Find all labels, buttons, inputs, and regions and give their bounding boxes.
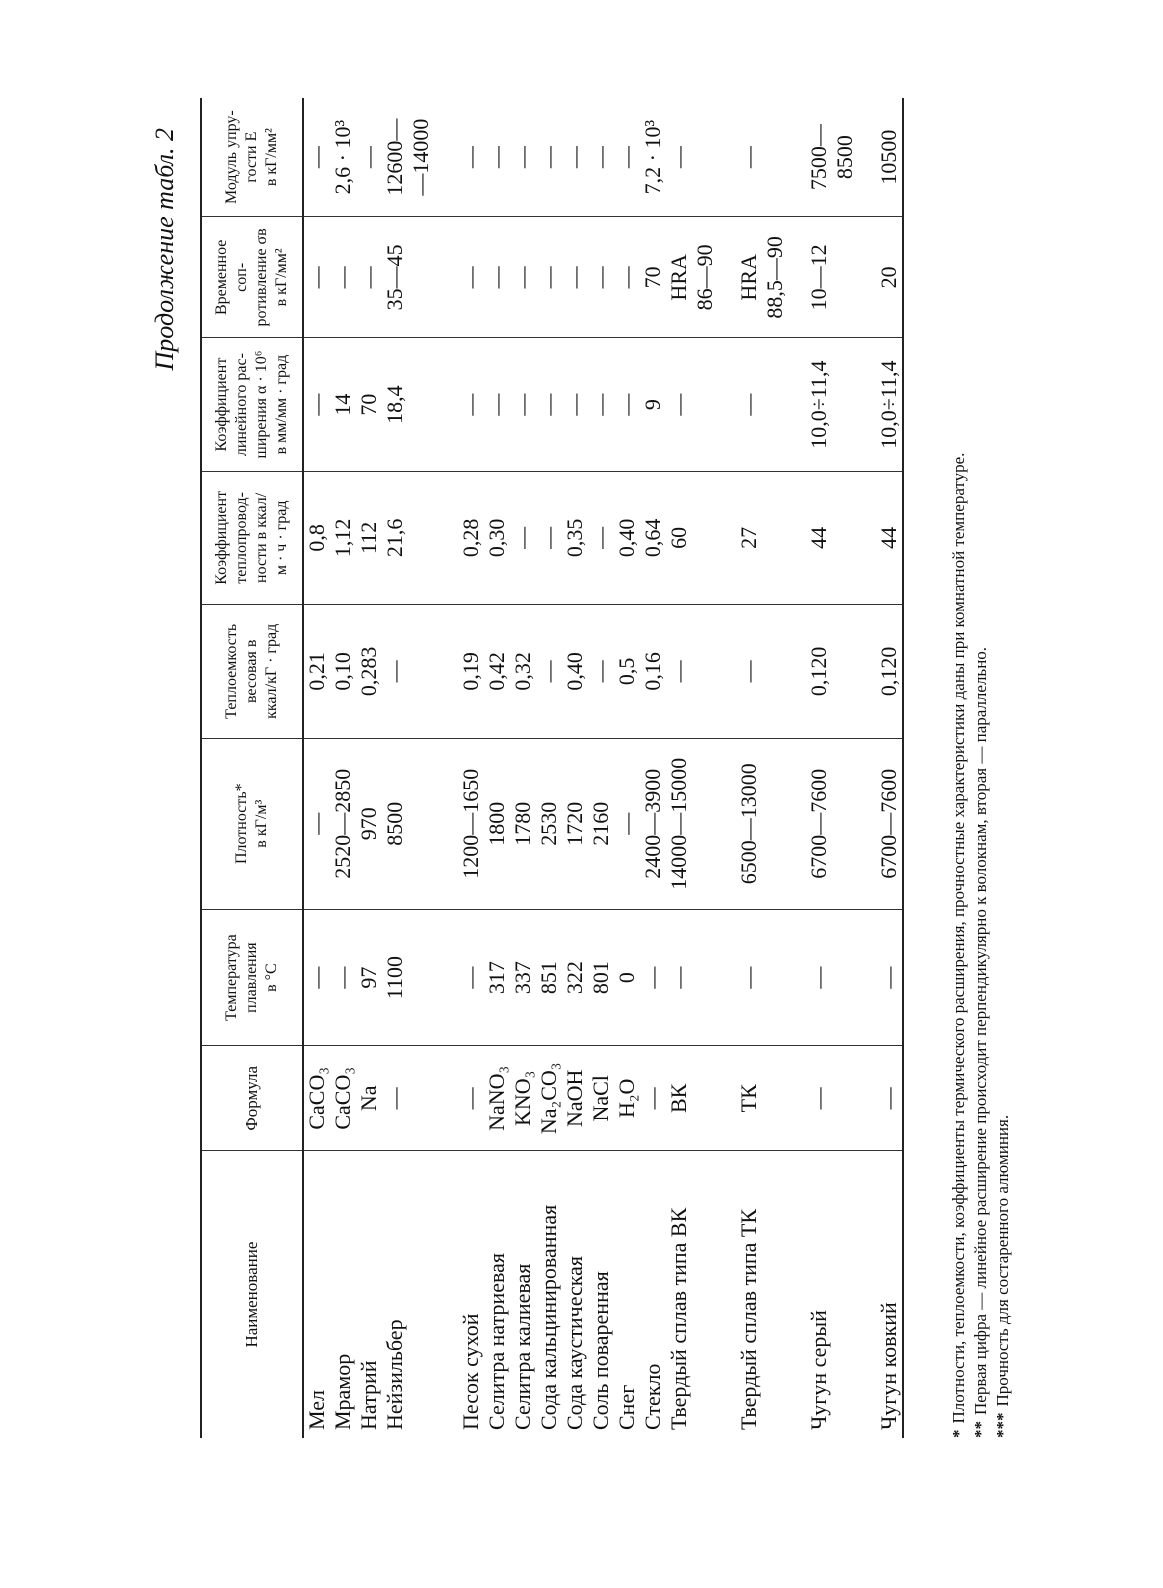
cell-expansion: —: [458, 338, 484, 471]
header-formula: Формула: [201, 1046, 303, 1151]
cell-formula: ТК: [736, 1046, 762, 1151]
cell-melting: 337: [510, 909, 536, 1046]
table-row: [640, 98, 666, 1438]
cell-conductivity: [762, 471, 788, 604]
cell-conductivity: 60: [666, 471, 692, 604]
table-row: [484, 98, 510, 1438]
cell-expansion: [692, 338, 718, 471]
cell-expansion: [408, 338, 434, 471]
cell-expansion: 70: [356, 338, 382, 471]
cell-name: Снег: [614, 1384, 639, 1430]
cell-conductivity: [832, 471, 858, 604]
cell-name: Соль поваренная: [588, 1271, 613, 1430]
cell-modulus: —: [356, 98, 382, 217]
cell-formula: [692, 1046, 718, 1151]
cell-conductivity: 0,40: [614, 471, 640, 604]
cell-conductivity: —: [510, 471, 536, 604]
cell-expansion: 10,0÷11,4: [806, 338, 832, 471]
cell-heat-capacity: [692, 604, 718, 738]
cell-strength: —: [510, 217, 536, 338]
cell-conductivity: [692, 471, 718, 604]
cell-expansion: —: [588, 338, 614, 471]
cell-name: Селитра калиевая: [510, 1263, 535, 1430]
cell-density: 1200—1650: [458, 738, 484, 909]
cell-heat-capacity: 0,42: [484, 604, 510, 738]
cell-strength: —: [562, 217, 588, 338]
cell-conductivity: 44: [806, 471, 832, 604]
cell-melting: 317: [484, 909, 510, 1046]
cell-melting: —: [876, 909, 903, 1046]
spacer-cell: [718, 338, 736, 471]
spacer-cell: [718, 1046, 736, 1151]
header-conductivity: Коэффициент теплопровод- ности в ккал/ м · ч · град: [201, 471, 303, 604]
cell-melting: —: [806, 909, 832, 1046]
spacer-cell: [718, 604, 736, 738]
cell-name: Стекло: [640, 1363, 665, 1430]
cell-conductivity: 0,8: [303, 471, 330, 604]
cell-heat-capacity: 0,19: [458, 604, 484, 738]
cell-modulus: —14000: [408, 98, 434, 217]
spacer-cell: [788, 471, 806, 604]
table-row: [510, 98, 536, 1438]
cell-strength: —: [536, 217, 562, 338]
cell-heat-capacity: 0,283: [356, 604, 382, 738]
spacer-cell: [434, 338, 458, 471]
cell-heat-capacity: [832, 604, 858, 738]
table-caption: Продолжение табл. 2: [150, 128, 179, 371]
row-spacer: [718, 98, 736, 1438]
cell-density: [408, 738, 434, 909]
spacer-cell: [434, 217, 458, 338]
cell-modulus: —: [614, 98, 640, 217]
table-row: [356, 98, 382, 1438]
cell-melting: 801: [588, 909, 614, 1046]
cell-expansion: 14: [330, 338, 356, 471]
cell-name: [408, 1151, 434, 1438]
cell-formula: —: [458, 1046, 484, 1151]
cell-melting: 322: [562, 909, 588, 1046]
cell-strength: 88,5—90: [762, 217, 788, 338]
cell-modulus: —: [303, 98, 330, 217]
cell-name: [692, 1151, 718, 1438]
cell-formula: KNO₃: [510, 1046, 536, 1151]
cell-formula: —: [806, 1046, 832, 1151]
table-row: [458, 98, 484, 1438]
cell-name: Песок сухой: [458, 1313, 483, 1430]
row-spacer: [858, 98, 876, 1438]
cell-strength: 70: [640, 217, 666, 338]
footnotes: [948, 78, 1014, 1438]
cell-melting: [692, 909, 718, 1046]
cell-modulus: 7,2 · 10³: [640, 98, 666, 217]
cell-modulus: 8500: [832, 98, 858, 217]
spacer-cell: [858, 471, 876, 604]
header-heat-capacity: Теплоемкость весовая в ккал/кГ · град: [201, 604, 303, 738]
cell-density: 2530: [536, 738, 562, 909]
cell-melting: —: [330, 909, 356, 1046]
cell-strength: —: [330, 217, 356, 338]
footnote-3: ***Прочность для состаренного алюминия.: [993, 1114, 1012, 1438]
table-row: [408, 98, 434, 1438]
cell-name: Сода кальцинированная: [536, 1204, 561, 1430]
cell-formula: [762, 1046, 788, 1151]
spacer-cell: [858, 338, 876, 471]
spacer-cell: [788, 217, 806, 338]
cell-formula: NaOH: [562, 1046, 588, 1151]
cell-modulus: —: [510, 98, 536, 217]
cell-strength: 35—45: [382, 217, 408, 338]
cell-density: 1780: [510, 738, 536, 909]
cell-formula: CaCO₃: [330, 1046, 356, 1151]
table-row: [666, 98, 692, 1438]
cell-strength: [832, 217, 858, 338]
cell-modulus: 12600—: [382, 98, 408, 217]
cell-expansion: —: [303, 338, 330, 471]
cell-name: [832, 1151, 858, 1438]
cell-expansion: 9: [640, 338, 666, 471]
cell-name: [762, 1151, 788, 1438]
spacer-cell: [434, 98, 458, 217]
cell-heat-capacity: —: [536, 604, 562, 738]
spacer-cell: [434, 604, 458, 738]
table-row: [588, 98, 614, 1438]
cell-formula: —: [876, 1046, 903, 1151]
table-row: [762, 98, 788, 1438]
cell-name: Мел: [304, 1389, 329, 1430]
cell-density: 2160: [588, 738, 614, 909]
cell-heat-capacity: 0,32: [510, 604, 536, 738]
table-row: [614, 98, 640, 1438]
spacer-cell: [858, 1151, 876, 1438]
cell-density: 8500: [382, 738, 408, 909]
cell-melting: 0: [614, 909, 640, 1046]
spacer-cell: [788, 338, 806, 471]
cell-density: 14000—15000: [666, 738, 692, 909]
cell-expansion: —: [614, 338, 640, 471]
footnote-1: *Плотности, теплоемкости, коэффициенты термического расширения, прочностные характеристики даны при комнатной температуре.: [949, 452, 968, 1438]
cell-density: [692, 738, 718, 909]
table-row: [562, 98, 588, 1438]
cell-conductivity: 44: [876, 471, 903, 604]
cell-formula: NaCl: [588, 1046, 614, 1151]
cell-density: —: [303, 738, 330, 909]
spacer-cell: [788, 909, 806, 1046]
header-expansion: Коэффициент линейного рас- ширения α · 10⁶ в мм/мм · град: [201, 338, 303, 471]
cell-expansion: —: [562, 338, 588, 471]
cell-conductivity: 0,28: [458, 471, 484, 604]
spacer-cell: [434, 738, 458, 909]
cell-strength: 20: [876, 217, 903, 338]
cell-conductivity: [408, 471, 434, 604]
cell-name: Мрамор: [330, 1353, 355, 1430]
table-row: [806, 98, 832, 1438]
spacer-cell: [858, 738, 876, 909]
spacer-cell: [858, 1046, 876, 1151]
cell-density: 6700—7600: [806, 738, 832, 909]
cell-conductivity: 1,12: [330, 471, 356, 604]
cell-formula: H₂O: [614, 1046, 640, 1151]
cell-conductivity: 21,6: [382, 471, 408, 604]
cell-modulus: —: [458, 98, 484, 217]
cell-name: Чугун серый: [806, 1310, 831, 1430]
cell-strength: [408, 217, 434, 338]
cell-strength: 10—12: [806, 217, 832, 338]
header-strength: Временное соп- ротивление σв в кГ/мм²: [201, 217, 303, 338]
cell-name: Селитра натриевая: [484, 1253, 509, 1430]
spacer-cell: [718, 738, 736, 909]
cell-modulus: [692, 98, 718, 217]
spacer-cell: [718, 98, 736, 217]
cell-formula: Na₂CO₃: [536, 1046, 562, 1151]
cell-expansion: —: [484, 338, 510, 471]
cell-modulus: —: [484, 98, 510, 217]
row-spacer: [788, 98, 806, 1438]
cell-modulus: 2,6 · 10³: [330, 98, 356, 217]
cell-strength: 86—90: [692, 217, 718, 338]
cell-strength: —: [614, 217, 640, 338]
header-modulus: Модуль упру- гости E в кГ/мм²: [201, 98, 303, 217]
cell-density: [762, 738, 788, 909]
cell-density: 1720: [562, 738, 588, 909]
cell-strength: —: [588, 217, 614, 338]
cell-formula: [832, 1046, 858, 1151]
cell-strength: —: [484, 217, 510, 338]
cell-melting: 97: [356, 909, 382, 1046]
cell-expansion: —: [666, 338, 692, 471]
cell-density: 970: [356, 738, 382, 909]
cell-expansion: —: [736, 338, 762, 471]
cell-name: Натрий: [356, 1360, 381, 1430]
cell-conductivity: 0,64: [640, 471, 666, 604]
cell-name: Твердый сплав типа ВК: [666, 1207, 691, 1430]
cell-melting: —: [303, 909, 330, 1046]
cell-modulus: —: [536, 98, 562, 217]
cell-formula: Na: [356, 1046, 382, 1151]
cell-modulus: —: [736, 98, 762, 217]
spacer-cell: [788, 1151, 806, 1438]
cell-formula: CaCO₃: [303, 1046, 330, 1151]
cell-formula: [408, 1046, 434, 1151]
cell-formula: —: [382, 1046, 408, 1151]
spacer-cell: [718, 1151, 736, 1438]
cell-heat-capacity: [762, 604, 788, 738]
properties-table: [200, 98, 904, 1438]
cell-heat-capacity: —: [382, 604, 408, 738]
cell-modulus: 7500—: [806, 98, 832, 217]
cell-density: [832, 738, 858, 909]
spacer-cell: [434, 1151, 458, 1438]
cell-heat-capacity: 0,120: [876, 604, 903, 738]
cell-name: Твердый сплав типа ТК: [736, 1208, 761, 1430]
spacer-cell: [718, 909, 736, 1046]
header-row: [201, 98, 303, 1438]
cell-strength: —: [458, 217, 484, 338]
spacer-cell: [858, 909, 876, 1046]
cell-density: 2520—2850: [330, 738, 356, 909]
table-row: [692, 98, 718, 1438]
cell-heat-capacity: —: [666, 604, 692, 738]
cell-expansion: [762, 338, 788, 471]
cell-conductivity: 27: [736, 471, 762, 604]
row-spacer: [434, 98, 458, 1438]
cell-name: Чугун ковкий: [876, 1151, 903, 1438]
cell-strength: HRA: [666, 217, 692, 338]
cell-melting: 1100: [382, 909, 408, 1046]
cell-formula: ВК: [666, 1046, 692, 1151]
cell-heat-capacity: 0,40: [562, 604, 588, 738]
cell-heat-capacity: 0,10: [330, 604, 356, 738]
cell-conductivity: —: [588, 471, 614, 604]
cell-density: 6500—13000: [736, 738, 762, 909]
cell-name: Нейзильбер: [382, 1319, 407, 1430]
table-row: [536, 98, 562, 1438]
cell-heat-capacity: —: [736, 604, 762, 738]
cell-expansion: —: [536, 338, 562, 471]
cell-heat-capacity: —: [588, 604, 614, 738]
cell-conductivity: —: [536, 471, 562, 604]
cell-conductivity: 112: [356, 471, 382, 604]
cell-melting: 851: [536, 909, 562, 1046]
cell-name: Сода каустическая: [562, 1255, 587, 1430]
cell-density: 6700—7600: [876, 738, 903, 909]
footnote-2: **Первая цифра — линейное расширение происходит перпендикулярно к волокнам, вторая — параллельно.: [971, 646, 990, 1438]
table-row: [876, 98, 903, 1438]
cell-modulus: —: [666, 98, 692, 217]
cell-modulus: [762, 98, 788, 217]
spacer-cell: [858, 604, 876, 738]
cell-strength: —: [303, 217, 330, 338]
spacer-cell: [788, 98, 806, 217]
cell-formula: NaNO₃: [484, 1046, 510, 1151]
cell-density: —: [614, 738, 640, 909]
cell-conductivity: 0,30: [484, 471, 510, 604]
cell-density: 1800: [484, 738, 510, 909]
header-melting: Температура плавления в °С: [201, 909, 303, 1046]
table-row: [303, 98, 330, 1438]
cell-heat-capacity: 0,21: [303, 604, 330, 738]
cell-expansion: [832, 338, 858, 471]
cell-expansion: —: [510, 338, 536, 471]
cell-melting: —: [458, 909, 484, 1046]
header-density: Плотность* в кГ/м³: [201, 738, 303, 909]
cell-density: 2400—3900: [640, 738, 666, 909]
spacer-cell: [718, 471, 736, 604]
spacer-cell: [788, 1046, 806, 1151]
cell-heat-capacity: 0,16: [640, 604, 666, 738]
table-body: [303, 98, 903, 1438]
cell-modulus: —: [588, 98, 614, 217]
cell-melting: [408, 909, 434, 1046]
table-row: [736, 98, 762, 1438]
table-row: [330, 98, 356, 1438]
cell-melting: [762, 909, 788, 1046]
cell-formula: —: [640, 1046, 666, 1151]
cell-expansion: 18,4: [382, 338, 408, 471]
spacer-cell: [858, 217, 876, 338]
spacer-cell: [434, 909, 458, 1046]
cell-strength: —: [356, 217, 382, 338]
spacer-cell: [434, 471, 458, 604]
cell-melting: —: [640, 909, 666, 1046]
spacer-cell: [434, 1046, 458, 1151]
cell-melting: —: [736, 909, 762, 1046]
spacer-cell: [788, 738, 806, 909]
table-row: [382, 98, 408, 1438]
cell-melting: [832, 909, 858, 1046]
table-row: [832, 98, 858, 1438]
cell-heat-capacity: [408, 604, 434, 738]
cell-heat-capacity: 0,5: [614, 604, 640, 738]
cell-strength: HRA: [736, 217, 762, 338]
spacer-cell: [788, 604, 806, 738]
cell-modulus: —: [562, 98, 588, 217]
header-name: Наименование: [201, 1151, 303, 1438]
spacer-cell: [858, 98, 876, 217]
cell-conductivity: 0,35: [562, 471, 588, 604]
cell-heat-capacity: 0,120: [806, 604, 832, 738]
cell-modulus: 10500: [876, 98, 903, 217]
cell-melting: —: [666, 909, 692, 1046]
cell-expansion: 10,0÷11,4: [876, 338, 903, 471]
spacer-cell: [718, 217, 736, 338]
